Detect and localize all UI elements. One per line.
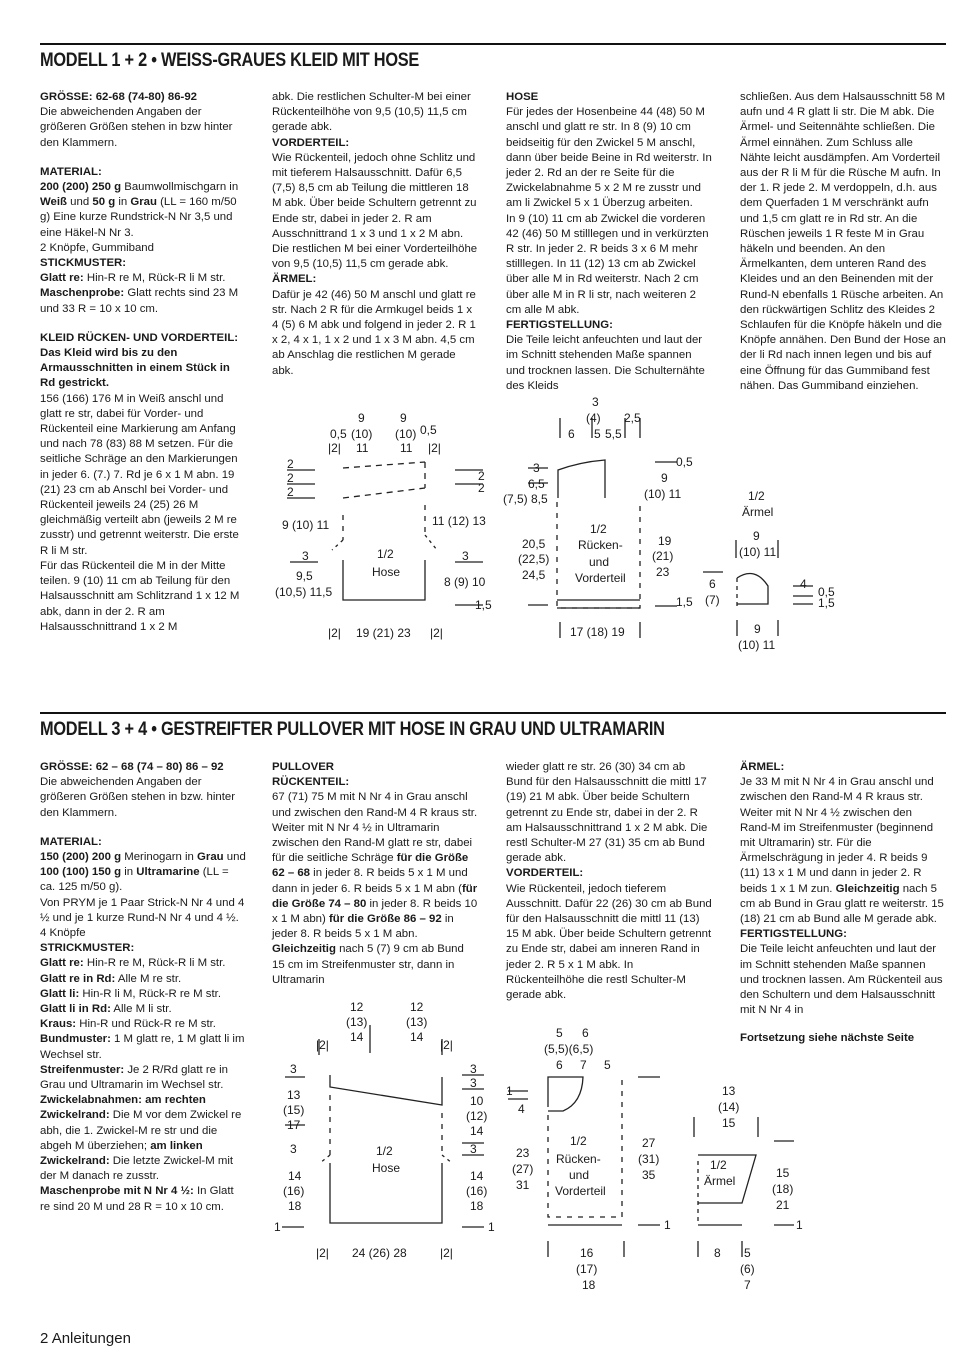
stitch-4: Glatt li in Rd: Alle M li str. — [40, 1003, 172, 1016]
pants-dim-r1: 2 — [478, 469, 485, 483]
pants2-dim-rl3: 18 — [470, 1199, 484, 1213]
sleeve-name-label: Ärmel — [742, 505, 774, 519]
size-heading: GRÖSSE: 62-68 (74-80) 86-92 — [40, 91, 198, 103]
sleeve-dim-right-2: 0,5 — [818, 585, 835, 599]
stitch-3: Glatt li: Hin-R li M, Rück-R re M str. — [40, 987, 221, 1000]
sleeve2-dim-top-1: 13 — [722, 1084, 736, 1098]
back-heading-2: RÜCKENTEIL: — [272, 776, 350, 789]
body-dim-neck-2: 6,5 — [528, 477, 545, 491]
body2-dim-h3: 31 — [516, 1178, 530, 1192]
body2-width-3: 18 — [582, 1278, 596, 1292]
pants-dim-9: 11 — [400, 441, 413, 455]
pants2-dim-r3: 3 — [470, 1142, 477, 1156]
front-heading: VORDERTEIL: — [272, 136, 350, 149]
sleeve-dim-left: 6 — [709, 577, 716, 591]
body-dim-arm: 9 — [661, 471, 668, 485]
pants2-dim-lh2: (15) — [283, 1103, 305, 1117]
model-2-column-4 — [740, 760, 946, 1018]
dress-text-2: Für das Rückenteil die M in der Mitte teilen. 9 (10) 11 cm ab Teilung für den Halsausschnitt am Schlitzrand 1 x 12 M abk, dann in der 2. R am Halsausschnittrand 1 x 2 M — [40, 559, 240, 633]
sleeve-half-label: 1/2 — [748, 489, 765, 503]
sleeve-dim-bottom-2: (10) 11 — [738, 638, 776, 652]
finish-text: Die Teile leicht anfeuchten und laut der im Schnitt stehenden Maße spannen und trocknen lassen. Die Schulternähte des Kleids — [506, 334, 705, 392]
pants2-width: 24 (26) 28 — [352, 1246, 407, 1260]
pants2-dim-2: (13) — [346, 1015, 368, 1029]
body-dim-side-2: (21) — [652, 549, 674, 563]
model-2-title: MODELL 3 + 4 • GESTREIFTER PULLOVER MIT HOSE IN GRAU UND ULTRAMARIN — [40, 719, 665, 740]
sleeve-heading: ÄRMEL: — [272, 273, 317, 286]
body2-width-2: (17) — [576, 1262, 598, 1276]
material-needles-2: Von PRYM je 1 Paar Strick-N Nr 4 und 4 ½ und je 1 kurze Rund-N Nr 4 und 4 ½. — [40, 896, 245, 924]
pants2-dim-lh3: 17 — [287, 1118, 301, 1132]
finish-heading-2: FERTIGSTELLUNG: — [740, 928, 847, 941]
pants-crotch-right: 3 — [462, 549, 469, 563]
pants2-dim-5: (13) — [406, 1015, 428, 1029]
back-text-2: 67 (71) 75 M mit N Nr 4 in Grau anschl und zwischen den Rand-M 4 R kraus str. Weiter mit N Nr 4 ½ in Ultramarin zwischen den Rand-M glatt re str, dabei für die seitliche Schräge für die Größe 62 – 68 in jeder 8. R beids 5 x 1 M und dann in jeder 6. R beids 5 x 1 M abn (für die Größe 74 – 80 in jeder 8. R beids 10 x 1 M abn) für die Größe 86 – 92 in jeder 8. R beids 5 x 1 M abn. Gleichzeitig nach 5 (7) 9 cm ab Bund 15 cm im Streifenmuster str, dann in Ultramarin — [272, 791, 478, 986]
pants2-dim-8: |2| — [440, 1038, 453, 1052]
material-buttons-2: 4 Knöpfe — [40, 927, 86, 940]
model-1-column-2 — [272, 90, 478, 379]
pants2-dim-rh2: (12) — [466, 1109, 488, 1123]
body2-dim-s3: 35 — [642, 1168, 656, 1182]
pants-leg-left-2: (10,5) 11,5 — [275, 585, 333, 599]
pants2-dim-1: 12 — [350, 1000, 364, 1014]
section-rule-2 — [40, 712, 946, 714]
body-dim-top-4: 6 — [568, 427, 575, 441]
sleeve2-dim-s2: (18) — [772, 1182, 794, 1196]
body2-dim-top-6: 5 — [604, 1058, 611, 1072]
dress-text-1: 156 (166) 176 M in Weiß anschl und glatt re str, dabei für Vorder- und Rückenteil eine Markierung am Anfang und nach 78 (83) 88 M setzen. Für die seitliche Schräge an den Markierungen in jeder 6. (7.) 7. Rd je 6 x 1 M abn. 19 (21) 23 cm ab Anschl bei Vorder- und Rückenteil jeweils 24 (25) 26 M gleichmäßig verteilt abn (jeweils 2 M re zusstr) und getrennt weiterstr. Die erste R li M str. — [40, 392, 239, 557]
finish-text-2: Die Teile leicht anfeuchten und laut der im Schnitt stehenden Maße spannen und trocknen lassen. Am Rückenteil aus den Schultern und dem Halsausschnitt mit N Nr 4 in — [740, 943, 943, 1017]
pants2-dim-4: 12 — [410, 1000, 424, 1014]
stitch-9: Maschenprobe mit N Nr 4 ½: In Glatt re sind 20 M und 28 R = 10 x 10 cm. — [40, 1185, 234, 1213]
body2-dim-h2: (27) — [512, 1162, 534, 1176]
sleeve2-name-label: Ärmel — [704, 1174, 736, 1188]
body2-width-1: 16 — [580, 1246, 594, 1260]
dress-bold-text: Das Kleid wird bis zu den Armausschnitten in einem Stück in Rd gestrickt. — [40, 347, 230, 390]
pants2-bottom-marker-right: |2| — [440, 1246, 453, 1260]
pants-heading: HOSE — [506, 91, 539, 103]
body2-name-2: und — [569, 1168, 590, 1182]
size-text: Die abweichenden Angaben der größeren Größen stehen in bzw hinter den Klammern. — [40, 106, 233, 149]
stitch-7: Streifenmuster: Je 2 R/Rd glatt re in Grau und Ultramarin im Wechsel str. — [40, 1063, 229, 1092]
stitch-heading: STICKMUSTER: — [40, 257, 127, 270]
pants-dim-1: 9 — [358, 411, 365, 425]
pants-dim-4: (10) — [351, 427, 373, 441]
body-dim-top: 3 — [592, 395, 599, 409]
sleeve-dim-bottom: 9 — [754, 622, 761, 636]
pants2-dim-7: |2| — [316, 1038, 329, 1052]
front-text-2: Wie Rückenteil, jedoch tieferem Ausschnitt. Dafür 22 (26) 30 cm ab Bund für den Halsausschnitt die mittl 11 (13) 15 M abk. Über beide Schultern getrennt zu Ende str, dabei am inneren Rand in jeder 2. R 5 x 1 M abk. In Rückenteilhöhe die restl Schulter-M gerade abk. — [506, 882, 712, 1002]
material-notions: 2 Knöpfe, Gummiband — [40, 241, 154, 254]
material-heading: MATERIAL: — [40, 165, 102, 178]
body-half-label: 1/2 — [590, 522, 607, 536]
pants-dim-l1: 2 — [287, 457, 294, 471]
pants2-dim-ll3: 18 — [288, 1199, 302, 1213]
sleeve-dim-right: 4 — [800, 577, 807, 591]
sleeve2-dim-s3: 21 — [776, 1198, 790, 1212]
pants-dim-5: (10) — [395, 427, 417, 441]
pants2-dim-rl1: 14 — [470, 1169, 484, 1183]
body2-dim-neck-2: 4 — [518, 1102, 525, 1116]
body2-dim-top-5: 7 — [580, 1058, 587, 1072]
stitch-1: Glatt re: Hin-R re M, Rück-R li M str. — [40, 957, 226, 970]
pants-dim-l2: 2 — [287, 471, 294, 485]
pants-dim-l3: 2 — [287, 485, 294, 499]
pants2-dim-6: 14 — [410, 1030, 424, 1044]
pants-left-height: 9 (10) 11 — [282, 518, 330, 532]
page-number: 2 — [40, 1330, 49, 1347]
pants2-dim-r4: 1 — [488, 1220, 495, 1234]
sleeve-dim-right-3: 1,5 — [818, 596, 835, 610]
pants2-dim-rl2: (16) — [466, 1184, 488, 1198]
body2-name-1: Rücken- — [556, 1152, 601, 1166]
body-dim-arm-2: (10) 11 — [644, 487, 682, 501]
pants-text-2: In 9 (10) 11 cm ab Zwickel die vorderen 42 (46) 50 M stilllegen und in verkürzten R str. In jeder 2. R beids 3 x 6 M mehr stilllegen. In 11 (12) 13 cm ab Zwickel über alle M in Rd weiterstr. Nach 2 cm über alle M in R li str, nach weiteren 2 cm alle M abk. — [506, 212, 709, 316]
material-text: 200 (200) 250 g Baumwollmischgarn in Weiß und 50 g in Grau (LL = 160 m/50 g) Eine kurze Rundstrick-N Nr 3,5 und eine Häkel-N Nr 3. — [40, 181, 239, 239]
body-dim-side-3: 23 — [656, 565, 670, 579]
pants-dim-7: |2| — [328, 441, 341, 455]
material-heading-2: MATERIAL: — [40, 835, 102, 848]
body2-half-label: 1/2 — [570, 1134, 587, 1148]
body-dim-side: 19 — [658, 534, 672, 548]
body-dim-top-5: 5 — [594, 427, 601, 441]
pants-leg-right: 8 (9) 10 — [444, 575, 486, 589]
page-label: Anleitungen — [51, 1330, 131, 1347]
pants-name-label: Hose — [372, 565, 401, 579]
pants-leg-left: 9,5 — [296, 569, 313, 583]
stitch-8: Zwickelabnahmen: am rechten Zwickelrand: Die M vor dem Zwickel re abh, die 1. Zwickel-M re str und die abgeh M überziehen; am linken Zwickelrand: Die letzte Zwickel-M mit der M danach re zusstr. — [40, 1094, 242, 1183]
pants2-dim-l3: 1 — [274, 1220, 281, 1234]
page-footer — [40, 1330, 131, 1347]
material-text-2: 150 (200) 200 g Merinogarn in Grau und 100 (100) 150 g in Ultramarine (LL = ca. 125 m/50 g). — [40, 851, 246, 894]
body2-dim-hem: 1 — [664, 1218, 671, 1232]
sleeve-dim-left-2: (7) — [705, 593, 720, 607]
body-dim-height-2: (22,5) — [518, 552, 550, 566]
pants2-name-label: Hose — [372, 1161, 401, 1175]
sleeve2-dim-top-2: (14) — [718, 1100, 740, 1114]
sleeve2-dim-top-3: 15 — [722, 1116, 736, 1130]
pants2-dim-rh3: 14 — [470, 1124, 484, 1138]
sleeve2-dim-s1: 15 — [776, 1166, 790, 1180]
section-rule-1 — [40, 43, 946, 45]
pants-dim-2: 9 — [400, 411, 407, 425]
pants2-dim-rh1: 10 — [470, 1094, 484, 1108]
pants-bottom-right: 1,5 — [475, 598, 492, 612]
pants-dim-6: 0,5 — [420, 423, 437, 437]
body2-dim-top-3: (5,5)(6,5) — [544, 1042, 594, 1056]
body-name-1: Rücken- — [578, 538, 623, 552]
body2-dim-top-1: 5 — [556, 1026, 563, 1040]
sleeve2-half-label: 1/2 — [710, 1158, 727, 1172]
size-heading-2: GRÖSSE: 62 – 68 (74 – 80) 86 – 92 — [40, 761, 224, 773]
stitch-gauge: Maschenprobe: Glatt rechts sind 23 M und 33 R = 10 x 10 cm. — [40, 287, 239, 315]
continued-note: Fortsetzung siehe nächste Seite — [740, 1032, 915, 1044]
model-1-schematics — [0, 390, 960, 690]
pullover-heading: PULLOVER — [272, 761, 335, 773]
pants-text-1: Für jedes der Hosenbeine 44 (48) 50 M anschl und glatt re str. In 8 (9) 10 cm beidseitig für den Zwickel 5 M anschl, dann über beide Beine in Rd weiterstr. In jeder 2. Rd an der re Seite für die Zwickelabnahme 5 x 2 M re zusstr und am li Zwickel 5 x 1 Überzug arbeiten. — [506, 106, 712, 210]
body-dim-top-2: (4) — [586, 411, 601, 425]
pants2-dim-ll2: (16) — [283, 1184, 305, 1198]
pants-dim-r2: 2 — [478, 481, 485, 495]
pants2-dim-l2: 3 — [290, 1142, 297, 1156]
body-dim-neck: 3 — [533, 461, 540, 475]
pants-schematic-2 — [282, 1025, 484, 1227]
pants2-bottom-marker-left: |2| — [316, 1246, 329, 1260]
stitch-5: Kraus: Hin-R und Rück-R re M str. — [40, 1018, 216, 1031]
pants-crotch-left: 3 — [302, 549, 309, 563]
stitch-stockinette: Glatt re: Hin-R re M, Rück-R li M str. — [40, 272, 226, 285]
body2-dim-s2: (31) — [638, 1152, 660, 1166]
body-dim-top-6: 5,5 — [605, 427, 622, 441]
body2-dim-h1: 23 — [516, 1146, 530, 1160]
front-text: Wie Rückenteil, jedoch ohne Schlitz und mit tieferem Halsausschnitt. Dafür 6,5 (7,5) 8,5 cm ab Teilung die mittleren 18 M abk. Über beide Schultern getrennt zu Ende str, dabei in jeder 2. R am Ausschnittrand 1 x 3 und 1 x 2 M abn. Die restlichen M bei einer Vorderteilhöhe von 9,5 (10,5) 11,5 cm gerade abk. — [272, 151, 478, 271]
front-heading-2: VORDERTEIL: — [506, 867, 584, 880]
body-dim-height: 20,5 — [522, 537, 546, 551]
body-dim-height-3: 24,5 — [522, 568, 546, 582]
model-2-schematics — [0, 995, 960, 1295]
body-name-2: und — [589, 555, 610, 569]
sleeve2-dim-b1: 8 — [714, 1246, 721, 1260]
body2-dim-top-2: 6 — [582, 1026, 589, 1040]
pants2-dim-lh1: 13 — [287, 1088, 301, 1102]
pants2-dim-ll1: 14 — [288, 1169, 302, 1183]
sleeve2-dim-b3: (6) — [740, 1262, 755, 1276]
dress-heading: KLEID RÜCKEN- UND VORDERTEIL: — [40, 331, 239, 344]
sleeve-dim-top: 9 — [753, 529, 760, 543]
body2-dim-top-4: 6 — [556, 1058, 563, 1072]
stitch-6: Bundmuster: 1 M glatt re, 1 M glatt li im Wechsel str. — [40, 1033, 245, 1061]
pants-dim-3: 0,5 — [330, 427, 347, 441]
body-dim-top-3: 2,5 — [624, 411, 641, 425]
sleeve-dim-top-2: (10) 11 — [739, 545, 777, 559]
pants-dim-8: 11 — [356, 441, 369, 455]
pants-bottom-marker-left: |2| — [328, 626, 341, 640]
pants2-half-label: 1/2 — [376, 1144, 393, 1158]
sleeve2-dim-hem: 1 — [796, 1218, 803, 1232]
body2-dim-s1: 27 — [642, 1136, 656, 1150]
pants-bottom-marker-right: |2| — [430, 626, 443, 640]
model-2-column-2 — [272, 760, 478, 988]
pants2-dim-r1: 3 — [470, 1062, 477, 1076]
finish-heading: FERTIGSTELLUNG: — [506, 319, 613, 332]
pants2-dim-l1: 3 — [290, 1062, 297, 1076]
body-dim-hem: 1,5 — [676, 595, 693, 609]
model-2-column-3 — [506, 760, 712, 1003]
body-name-3: Vorderteil — [575, 571, 626, 585]
body2-dim-neck-1: 1 — [506, 1084, 513, 1098]
sleeve-heading-2: ÄRMEL: — [740, 761, 785, 773]
model-1-column-3 — [506, 90, 712, 394]
pants2-dim-3: 14 — [350, 1030, 364, 1044]
body-dim-shoulder: 0,5 — [676, 455, 693, 469]
pants-dim-10: |2| — [428, 441, 441, 455]
sleeve2-dim-b2: 5 — [744, 1246, 751, 1260]
sleeve-text: Dafür je 42 (46) 50 M anschl und glatt re str. Nach 2 R für die Armkugel beids 1 x 4 (5) 6 M abk und folgend in jeder 2. R 1 x 2, 4 x 1, 1 x 2 und 1 x 3 M abn. 4,5 cm ab Anschlag die restlichen M gerade abk. — [272, 288, 476, 377]
back-text-2-continued: wieder glatt re str. 26 (30) 34 cm ab Bund für den Halsausschnitt die mittl 17 (19) 21 M abk. Über beide Schultern getrennt zu Ende str, dabei in der 2. R am Halsausschnittrand 1 x 2 M abk. Die restl Schulter-M 27 (31) 35 cm ab Bund gerade abk. — [506, 761, 708, 865]
model-1-column-4 — [740, 90, 946, 394]
pants-right-height: 11 (12) 13 — [432, 514, 486, 528]
model-1-title: MODELL 1 + 2 • WEISS-GRAUES KLEID MIT HOSE — [40, 50, 420, 71]
stitch-heading-2: STRICKMUSTER: — [40, 942, 135, 955]
pants-width: 19 (21) 23 — [356, 626, 411, 640]
stitch-2: Glatt re in Rd: Alle M re str. — [40, 972, 182, 985]
body-dim-neck-3: (7,5) 8,5 — [503, 492, 548, 506]
back-text: abk. Die restlichen Schulter-M bei einer Rückenteilhöhe von 9,5 (10,5) 11,5 cm gerade abk. — [272, 91, 471, 134]
pants2-dim-r2: 3 — [470, 1076, 477, 1090]
pants-half-label: 1/2 — [377, 547, 394, 561]
finish-text-continued: schließen. Aus dem Halsausschnitt 58 M aufn und 4 R glatt li str. Die M abk. Die Ärmel- und Seitennähte schließen. Die Ärmel einnähen. Zum Schluss alle Nähte leicht ausdämpfen. Am Vorderteil aus der R li M für die Rüsche M aufn. In der 1. R jede 2. M verdoppeln, d.h. aus dem Querfaden 1 M verschränkt aufn und 1,5 cm glatt re in Rd str. An die Rüschen jeweils 1 R feste M in Grau häkeln und beenden. An den Ärmelkanten, dem unteren Rand des Kleides und an den Beinenden mit der Rund-N ebenfalls 1 Rüsche arbeiten. An den rückwärtigen Schlitz des Kleides 2 Schlaufen für die Knöpfe häkeln und die Knöpfe annähen. Den Bund der Hose an der li Rd nach innen legen und bis auf eine Öffnung für das Gummiband fest nähen. Das Gummiband einziehen. — [740, 91, 946, 392]
body2-name-3: Vorderteil — [555, 1184, 606, 1198]
sleeve2-dim-b4: 7 — [744, 1278, 751, 1292]
size-text-2: Die abweichenden Angaben der größeren Größen stehen in bzw. hinter den Klammern. — [40, 776, 236, 819]
sleeve-text-2: Je 33 M mit N Nr 4 in Grau anschl und zwischen den Rand-M 4 R kraus str. Weiter mit N Nr 4 ½ zwischen den Rand-M im Streifenmuster (beginnend mit Ultramarin) str. Für die Ärmelschrägung in jeder 4. R beids 9 (11) 13 x 1 M und dann in jeder 2. R beids 1 x 1 M zun. Gleichzeitig nach 5 cm ab Bund in Grau glatt re weiterstr. 15 (18) 21 cm ab Bund alle M gerade abk. — [740, 776, 944, 926]
body-width: 17 (18) 19 — [570, 625, 625, 639]
